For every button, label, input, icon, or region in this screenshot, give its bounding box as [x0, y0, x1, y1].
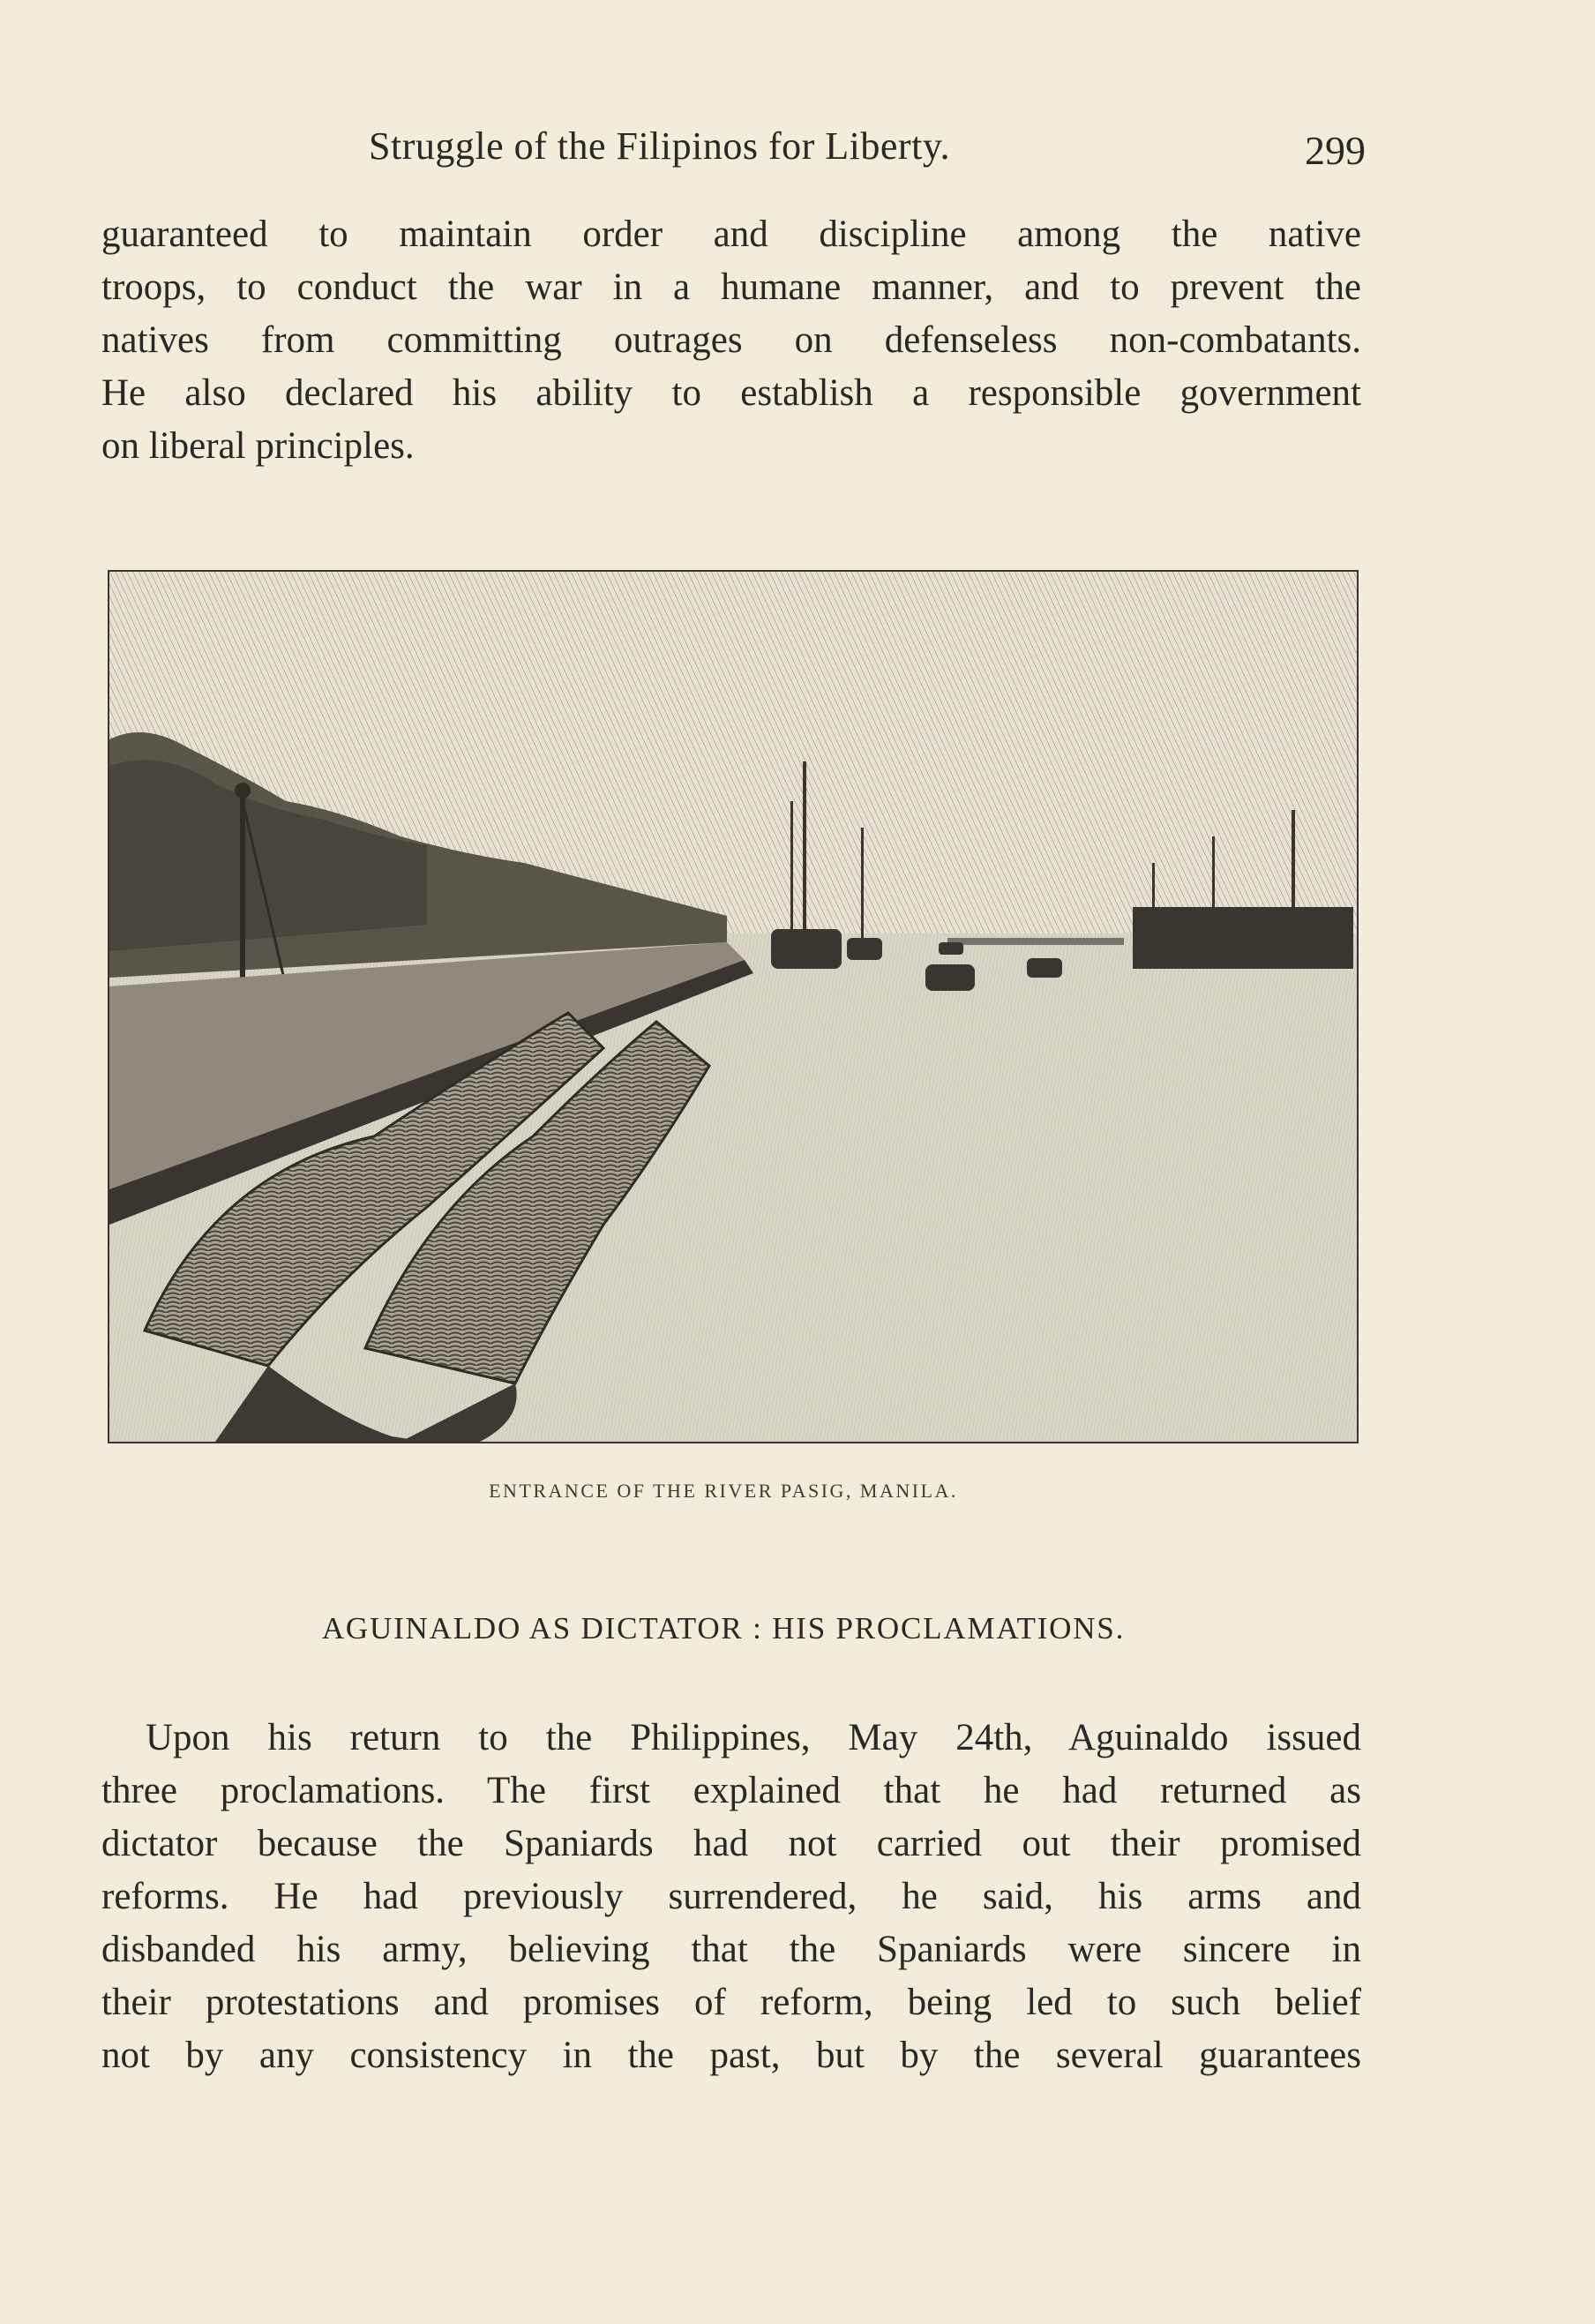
- page-number: 299: [1305, 128, 1366, 173]
- text-line: guaranteed to maintain order and discipline among the native: [101, 214, 1361, 255]
- text-line: natives from committing outrages on defenseless non-combatants.: [101, 319, 1361, 361]
- text-line: their protestations and promises of reform, being led to such belief: [101, 1982, 1361, 2023]
- text-line: He also declared his ability to establish a responsible government: [101, 372, 1361, 414]
- lamp-post: [240, 792, 245, 986]
- paragraph: [101, 1712, 1361, 2082]
- running-head: [104, 124, 1366, 176]
- river-pasig-engraving: [109, 572, 1357, 1442]
- text-line: not by any consistency in the past, but by the several guarantees: [101, 2035, 1361, 2076]
- running-title: Struggle of the Filipinos for Liberty.: [369, 124, 950, 168]
- text-line: on liberal principles.: [101, 425, 415, 467]
- section-heading: AGUINALDO AS DICTATOR : HIS PROCLAMATIONS.: [321, 1611, 1126, 1646]
- paragraph-continued: [101, 208, 1361, 473]
- engraving-illustration: [108, 570, 1359, 1443]
- text-line: reforms. He had previously surrendered, he said, his arms and: [101, 1876, 1361, 1917]
- text-line: Upon his return to the Philippines, May 24th, Aguinaldo issued: [146, 1717, 1361, 1758]
- figure-caption: ENTRANCE OF THE RIVER PASIG, MANILA.: [489, 1480, 958, 1502]
- text-line: dictator because the Spaniards had not carried out their promised: [101, 1823, 1361, 1864]
- text-line: three proclamations. The first explained that he had returned as: [101, 1770, 1361, 1811]
- text-line: disbanded his army, believing that the Spaniards were sincere in: [101, 1929, 1361, 1970]
- text-line: troops, to conduct the war in a humane manner, and to prevent the: [101, 266, 1361, 308]
- small-boat: [925, 964, 975, 991]
